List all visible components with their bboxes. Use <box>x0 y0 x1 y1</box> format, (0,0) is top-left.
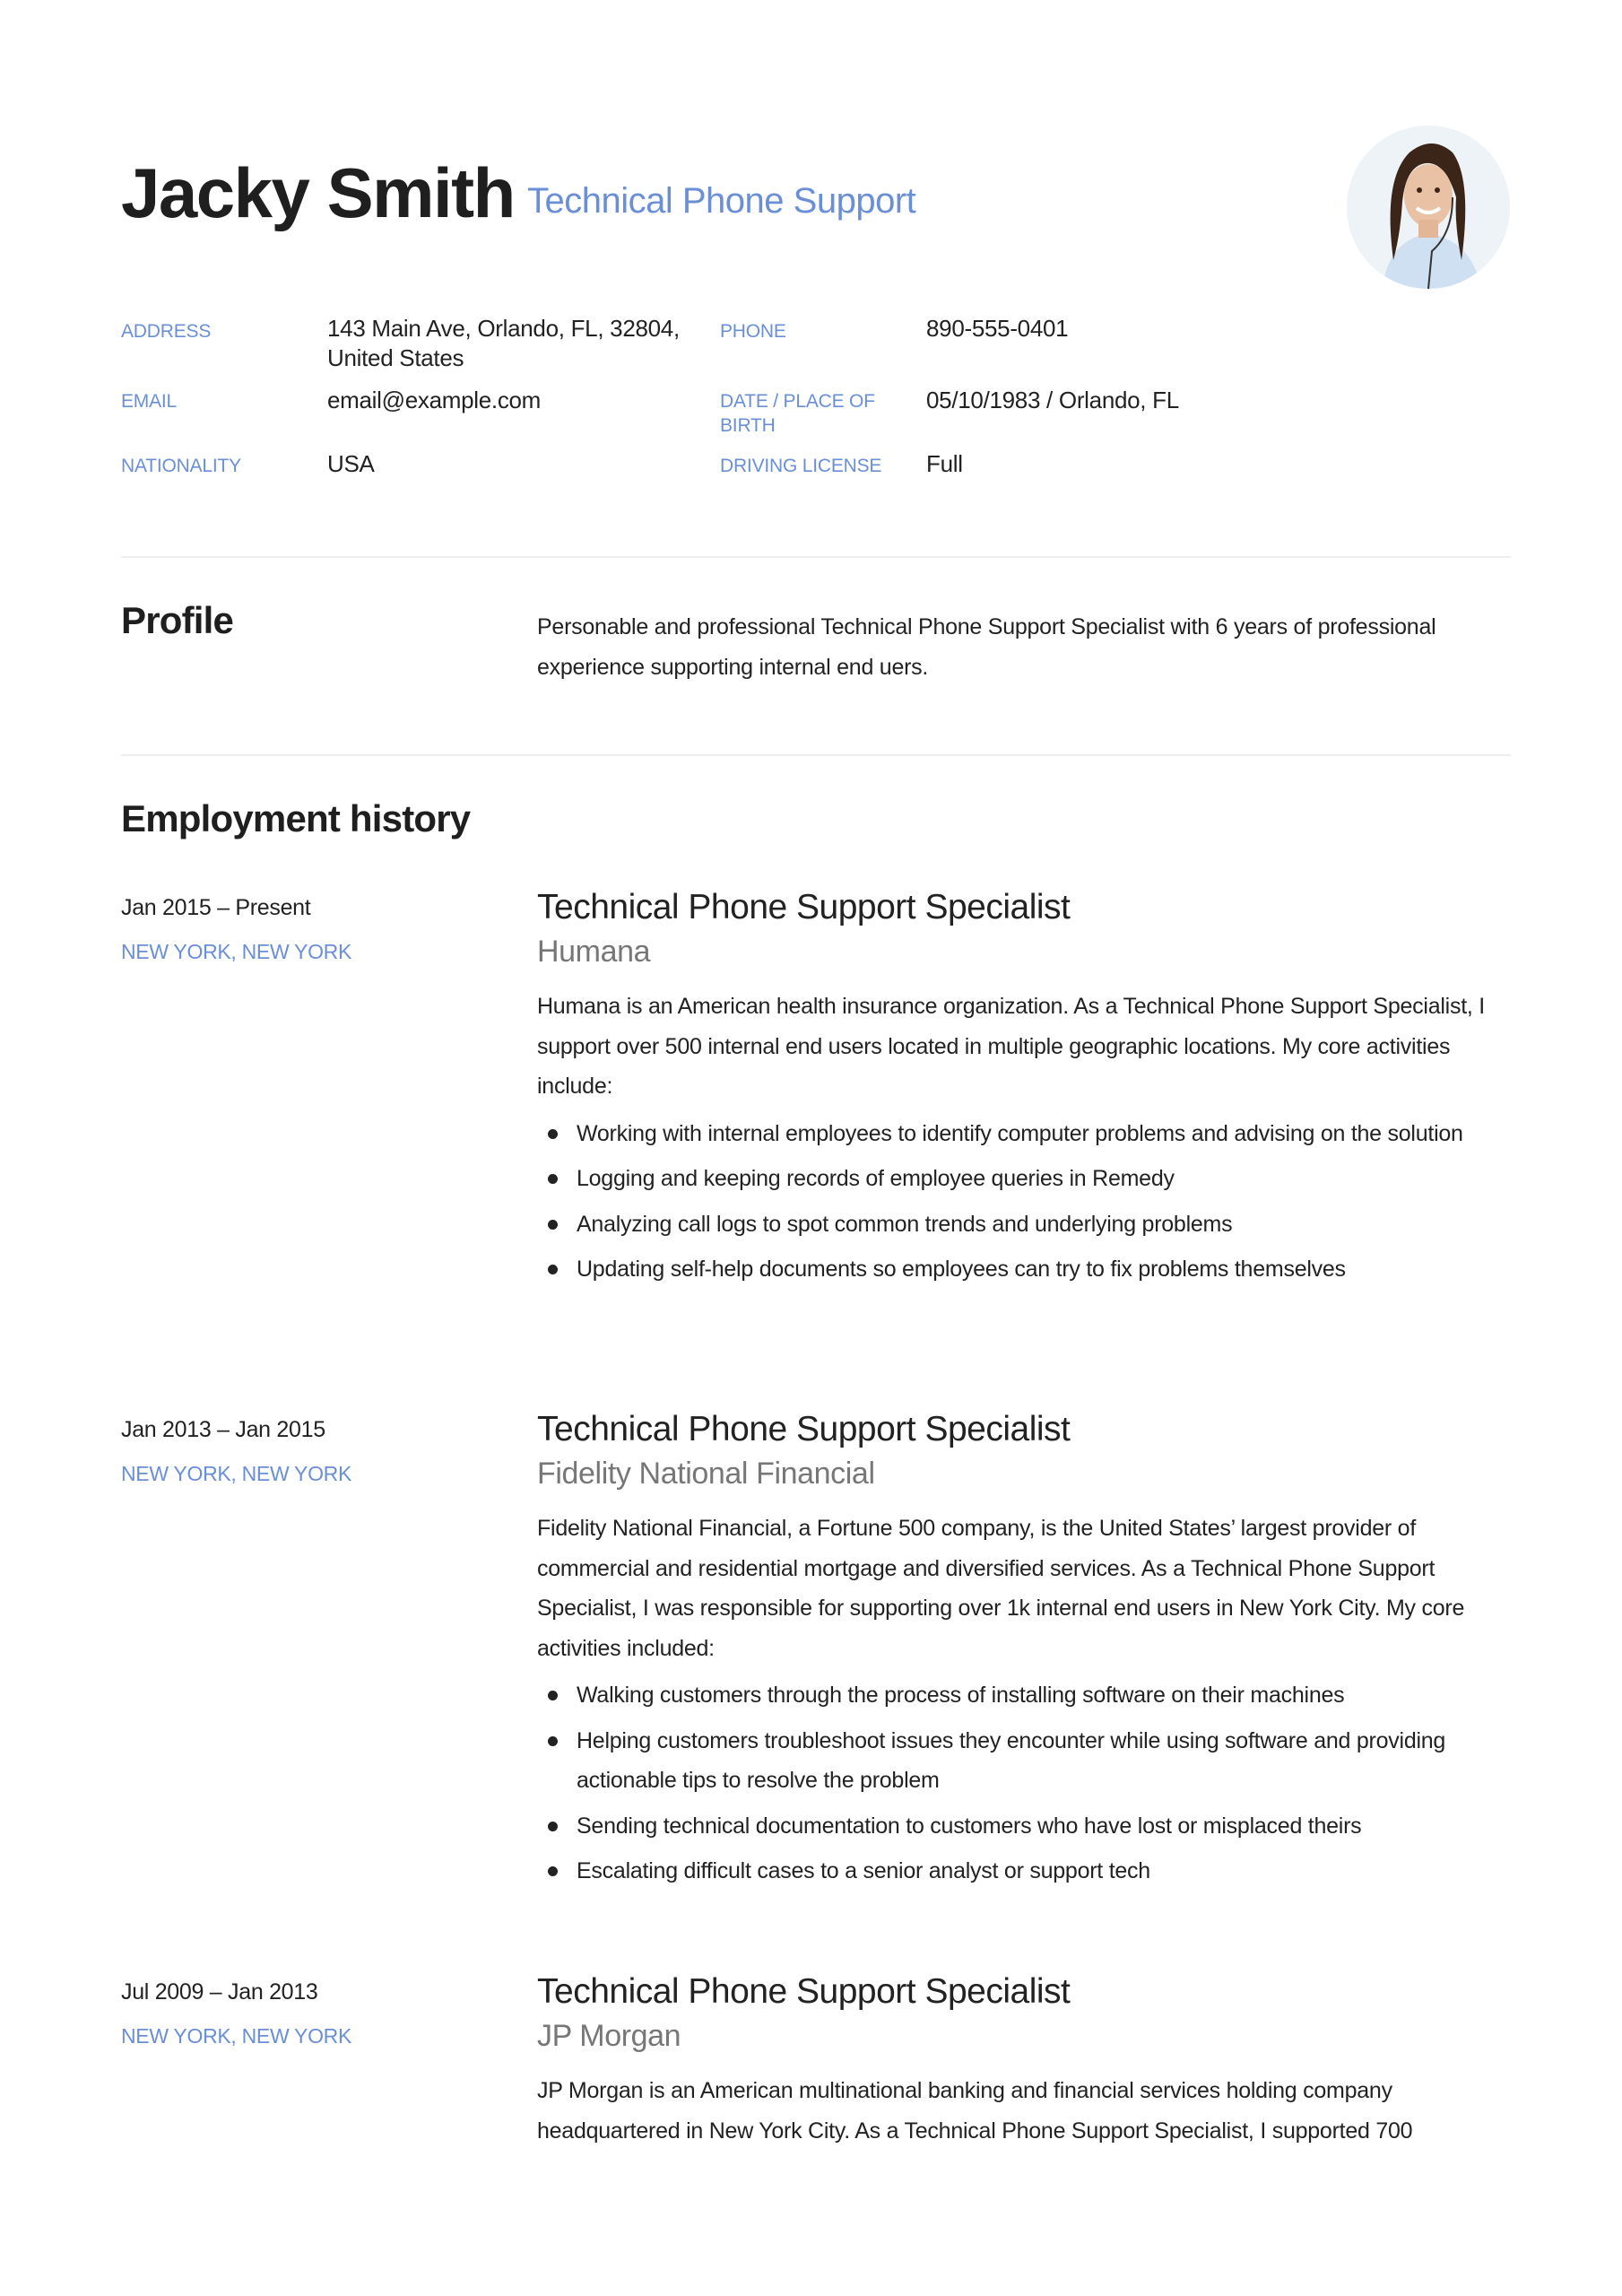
job-title: Technical Phone Support Specialist <box>537 1410 1071 1448</box>
job-bullet <box>537 1675 1523 1716</box>
candidate-name: Jacky Smith <box>121 153 515 232</box>
job-bullet <box>537 1249 1523 1290</box>
profile-heading: Profile <box>121 599 234 641</box>
nationality-label: NATIONALITY <box>121 456 241 476</box>
job-bullet-text: Escalating difficult cases to a senior analyst or support tech <box>577 1858 1150 1883</box>
candidate-job-title: Technical Phone Support <box>527 181 916 221</box>
dob-label-line1: DATE / PLACE OF <box>720 391 875 412</box>
job-bullet-text: Sending technical documentation to customers who have lost or misplaced theirs <box>577 1813 1362 1839</box>
job-title: Technical Phone Support Specialist <box>537 888 1071 926</box>
license-label: DRIVING LICENSE <box>720 456 882 476</box>
job-location: NEW YORK, NEW YORK <box>121 2024 352 2048</box>
job-description: JP Morgan is an American multinational banking and financial services holding company headquartered in New York City. As a Technical Phone Support Specialist, I supported 700 <box>537 2078 1413 2144</box>
job-description: Fidelity National Financial, a Fortune 500 company, is the United States’ largest provider of commercial and residential mortgage and diversified services. As a Technical Phone Support Specialist, I was responsible for supporting over 1k internal end users in New York City. My core activities included: <box>537 1516 1465 1661</box>
job-description: Humana is an American health insurance organization. As a Technical Phone Support Specialist, I support over 500 internal end users located in multiple geographic locations. My core activities include: <box>537 994 1485 1099</box>
nationality-value: USA <box>327 450 375 477</box>
divider <box>121 754 1511 756</box>
phone-label: PHONE <box>720 321 786 342</box>
divider <box>121 556 1511 558</box>
license-value: Full <box>926 450 963 477</box>
bullet-icon <box>548 1822 558 1831</box>
job-bullet-text: Logging and keeping records of employee queries in Remedy <box>577 1166 1175 1191</box>
job-bullet-text: Walking customers through the process of installing software on their machines <box>577 1683 1345 1708</box>
job-bullet <box>537 1159 1523 1199</box>
job-bullet <box>537 1851 1523 1892</box>
job-bullet-text: Updating self-help documents so employees can try to fix problems themselves <box>577 1257 1346 1282</box>
bullet-icon <box>548 1736 558 1746</box>
job-company: Humana <box>537 935 651 969</box>
email-value: email@example.com <box>327 387 542 413</box>
email-label: EMAIL <box>121 391 178 412</box>
bullet-icon <box>548 1866 558 1876</box>
job-company: Fidelity National Financial <box>537 1457 875 1491</box>
job-dates: Jan 2015 – Present <box>121 895 311 920</box>
job-bullet-text: Analyzing call logs to spot common trends and underlying problems <box>577 1211 1233 1237</box>
phone-value: 890-555-0401 <box>926 315 1069 342</box>
bullet-icon <box>548 1220 558 1230</box>
job-bullet <box>537 1114 1523 1154</box>
job-bullet-text: Working with internal employees to identify computer problems and advising on the solution <box>577 1120 1463 1146</box>
dob-value: 05/10/1983 / Orlando, FL <box>926 387 1179 413</box>
job-location: NEW YORK, NEW YORK <box>121 940 352 963</box>
profile-text: Personable and professional Technical Phone Support Specialist with 6 years of professional experience supporting internal end uers. <box>537 614 1436 680</box>
employment-heading: Employment history <box>121 797 471 839</box>
dob-label-line2: BIRTH <box>720 415 776 436</box>
job-location: NEW YORK, NEW YORK <box>121 1462 352 1485</box>
bullet-icon <box>548 1174 558 1184</box>
address-line2: United States <box>327 344 464 371</box>
job-bullets <box>537 1675 1523 1892</box>
job-title: Technical Phone Support Specialist <box>537 1972 1071 2011</box>
bullet-icon <box>548 1129 558 1139</box>
job-bullet-text: Helping customers troubleshoot issues they encounter while using software and providing actionable tips to resolve the problem <box>577 1727 1446 1793</box>
bullet-icon <box>548 1265 558 1274</box>
job-dates: Jan 2013 – Jan 2015 <box>121 1417 325 1442</box>
job-company: JP Morgan <box>537 2019 681 2053</box>
job-bullet <box>537 1205 1523 1245</box>
job-bullets <box>537 1114 1523 1290</box>
address-label: ADDRESS <box>121 321 212 342</box>
address-line1: 143 Main Ave, Orlando, FL, 32804, <box>327 315 680 342</box>
bullet-icon <box>548 1691 558 1700</box>
job-bullet <box>537 1806 1523 1847</box>
job-dates: Jul 2009 – Jan 2013 <box>121 1979 318 2005</box>
job-bullet <box>537 1721 1523 1801</box>
profile-photo <box>1347 126 1510 289</box>
